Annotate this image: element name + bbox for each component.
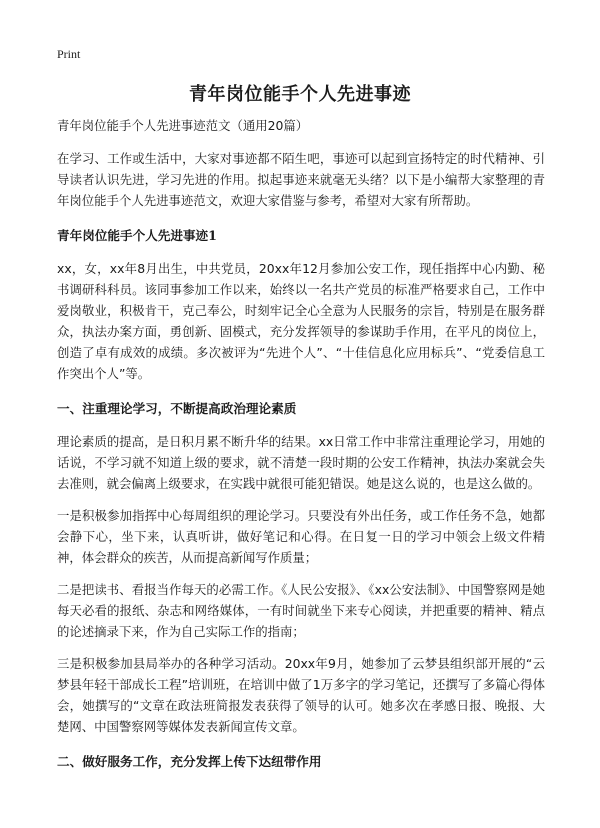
paragraph-theory: 理论素质的提高，是日积月累不断升华的结果。xx日常工作中非常注重理论学习，用她的话说，不学习就不知道上级的要求，就不清楚一段时期的公安工作精神，执法办案就会失去准则，就会偏离上级要求，在实践中就很可能犯错误。她是这么说的，也是这么做的。 — [57, 434, 545, 491]
intro-paragraph: 在学习、工作或生活中，大家对事迹都不陌生吧，事迹可以起到宣扬特定的时代精神、引导读者认识先进，学习先进的作用。拟起事迹来就毫无头绪？以下是小编帮大家整理的青年岗位能手个人先进事迹范文，欢迎大家借鉴与参考，希望对大家有所帮助。 — [57, 151, 545, 208]
document-body — [57, 115, 545, 784]
heading-theory-study: 一、注重理论学习，不断提高政治理论素质 — [57, 401, 297, 416]
paragraph-point-two: 二是把读书、看报当作每天的必需工作。《人民公安报》、《xx公安法制》、中国警察网是她每天必看的报纸、杂志和网络媒体，一有时间就坐下来专心阅读，并把重要的精神、精点的论述摘录下来，作为自己实际工作的指南； — [57, 582, 545, 639]
section-heading-1: 青年岗位能手个人先进事迹1 — [57, 228, 217, 243]
document-subtitle: 青年岗位能手个人先进事迹范文（通用20篇） — [57, 118, 309, 133]
paragraph-point-one: 一是积极参加指挥中心每周组织的理论学习。只要没有外出任务，或工作任务不急，她都会静下心，坐下来，认真听讲，做好笔记和心得。在日复一日的学习中领会上级文件精神，体会群众的疾苦，从而提高新闻写作质量； — [57, 508, 545, 565]
paragraph-profile: xx，女，xx年8月出生，中共党员，20xx年12月参加公安工作，现任指挥中心内勤、秘书调研科科员。该同事参加工作以来，始终以一名共产党员的标准严格要求自己，工作中爱岗敬业，积极肯干，克己奉公，时刻牢记全心全意为人民服务的宗旨，特别是在服务群众，执法办案方面，勇创新、固模式，充分发挥领导的参谋助手作用，在平凡的岗位上，创造了卓有成效的成绩。多次被评为“先进个人”、“十佳信息化应用标兵”、“党委信息工作突出个人”等。 — [57, 261, 545, 381]
document-title: 青年岗位能手个人先进事迹 — [189, 84, 411, 105]
paragraph-point-three: 三是积极参加县局举办的各种学习活动。20xx年9月，她参加了云梦县组织部开展的“云梦县年轻干部成长工程”培训班，在培训中做了1万多字的学习笔记，还撰写了多篇心得体会，她撰写的“文章在政法班简报发表获得了领导的认可。她多次在孝感日报、晚报、大楚网、中国警察网等媒体发表新闻宣传文章。 — [57, 656, 545, 734]
print-link[interactable]: Print — [57, 47, 81, 61]
heading-service-work: 二、做好服务工作，充分发挥上传下达纽带作用 — [57, 754, 322, 769]
